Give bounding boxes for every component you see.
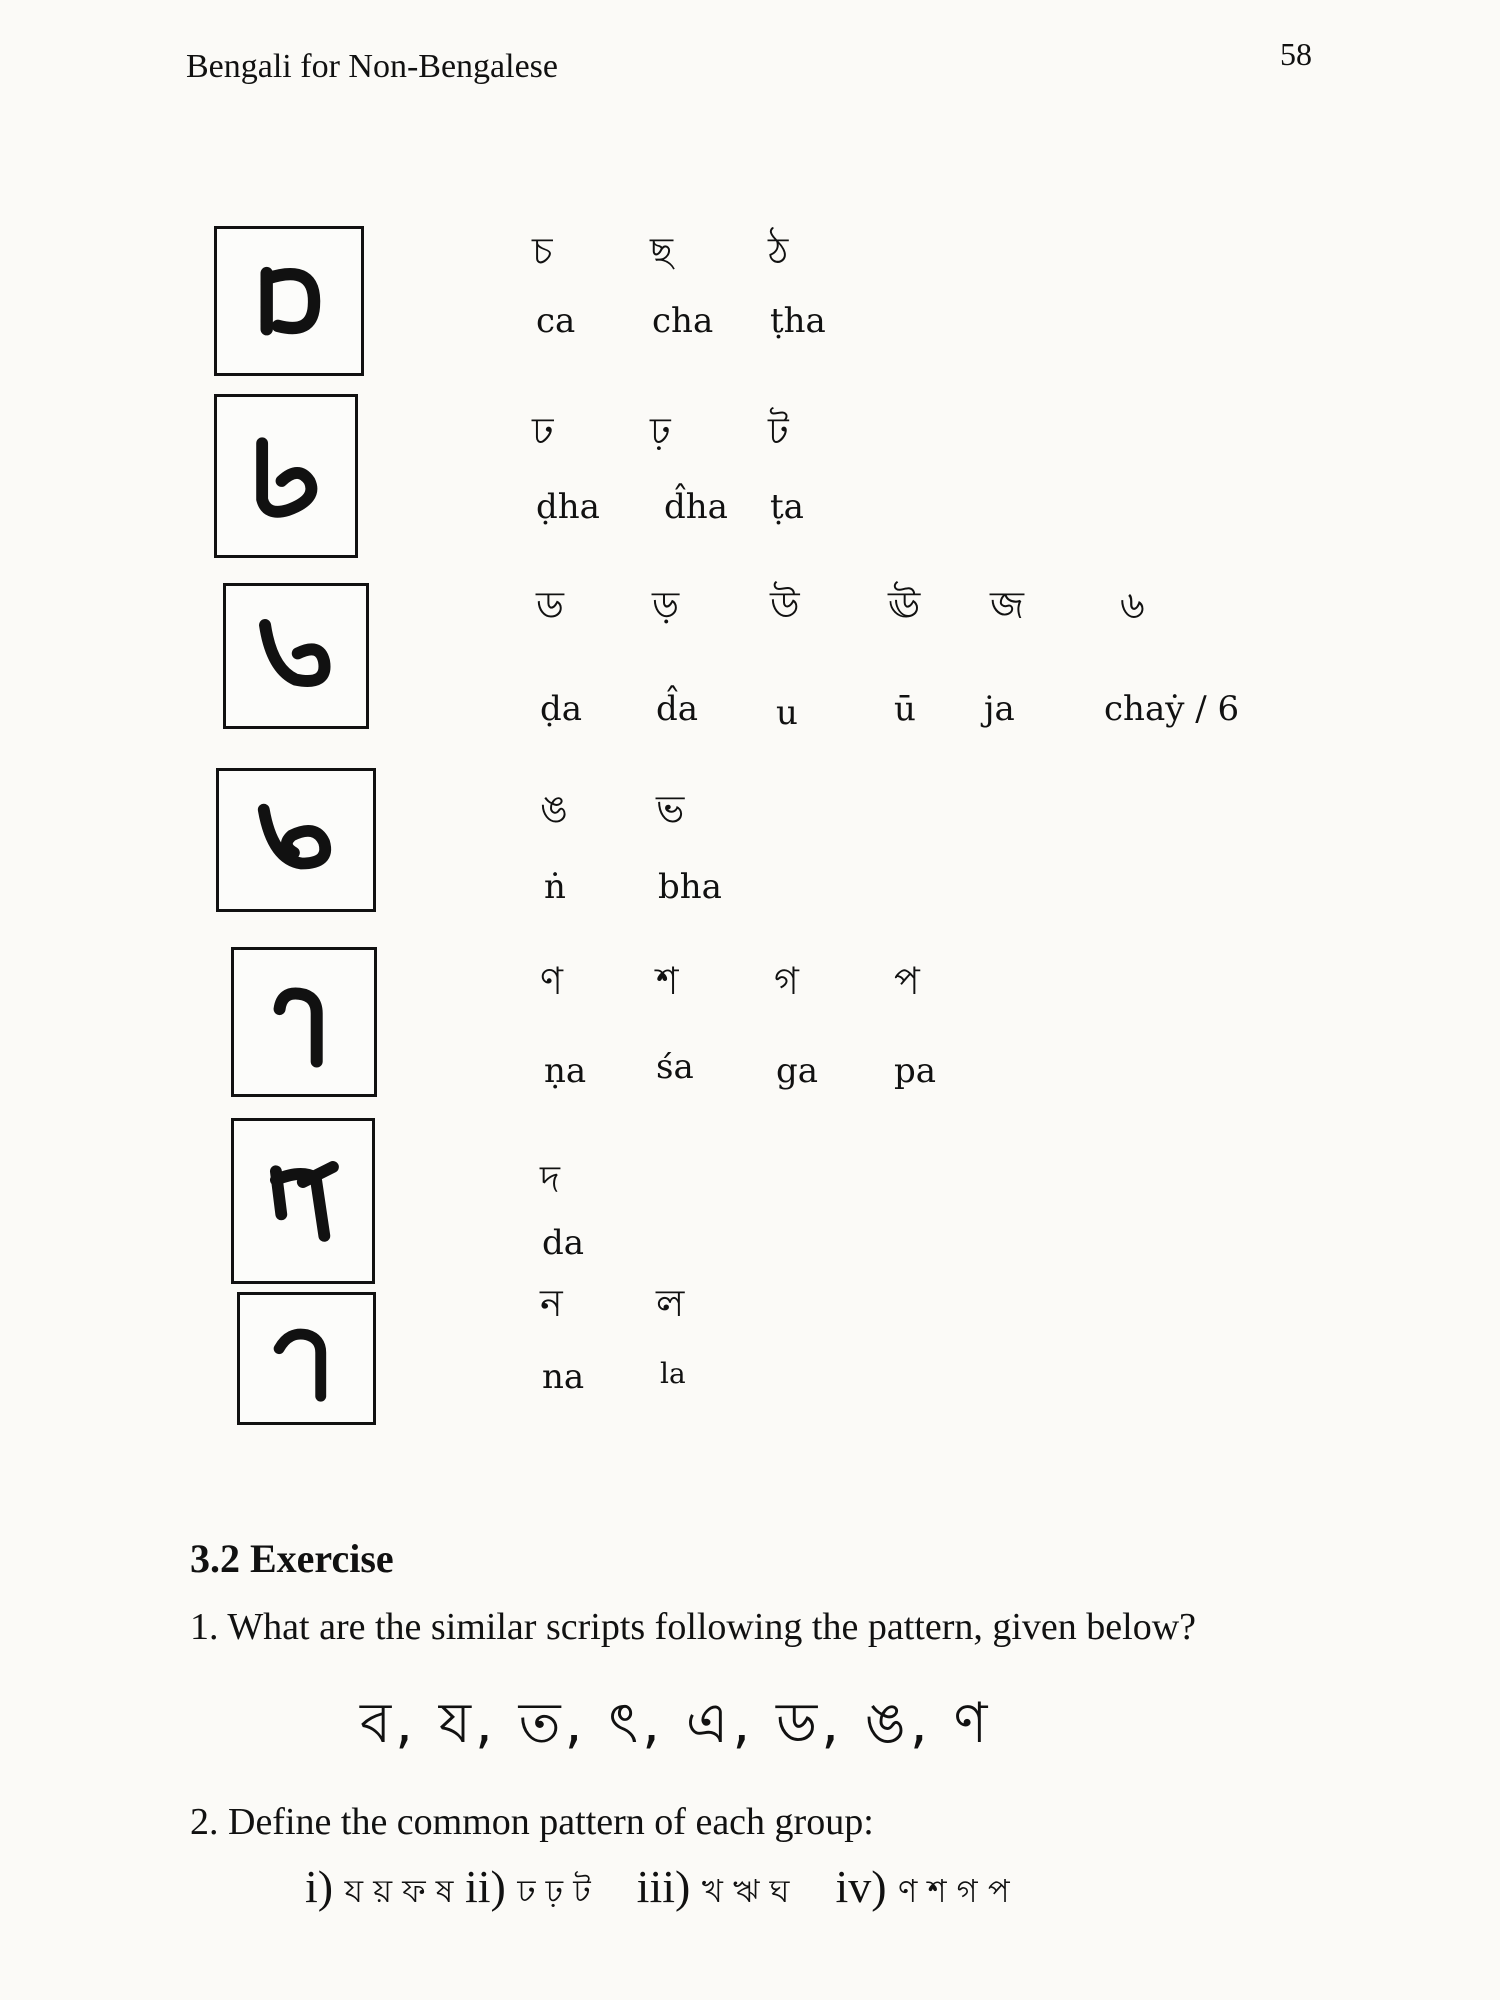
letter-glyph: ৬ [1120,583,1145,627]
letter-glyph: প [894,959,920,1003]
transliteration: pa [894,1051,937,1091]
letter-glyph: ঙ [540,787,568,831]
transliteration: d̂ha [664,487,728,527]
letter-glyph: গ [774,959,799,1003]
running-header-title: Bengali for Non-Bengalese [186,48,558,85]
pattern-box-2 [214,394,358,558]
transliteration: ṅ [544,867,566,907]
transliteration: ṭa [770,487,804,527]
pattern-box-4 [216,768,376,912]
group-label: iv) [835,1861,887,1912]
transliteration: ga [776,1051,819,1091]
letter-glyph: ণ [540,959,563,1003]
pattern-box-5 [231,947,377,1097]
transliteration: śa [656,1047,694,1087]
letter-glyph: ল [656,1281,685,1325]
group-label: iii) [636,1861,691,1912]
letter-glyph: ড় [652,583,680,627]
bengali-pattern-ca-icon [233,245,345,357]
transliteration: ja [984,689,1015,729]
letter-glyph: ঠ [768,229,789,273]
bengali-pattern-na-icon [255,1309,359,1408]
bengali-pattern-dha-icon [232,414,340,537]
group-label: ii) [464,1861,506,1912]
exercise-pattern-glyphs: ব, য, ত, ৎ, এ, ড, ঙ, ণ [360,1691,992,1756]
letter-glyph: দ [540,1157,560,1201]
exercise-question-2: 2. Define the common pattern of each group: [190,1801,874,1843]
transliteration: da [542,1223,585,1263]
letter-glyph: ঢ় [650,409,671,453]
exercise-groups [305,1860,1010,1920]
letter-glyph: ভ [656,787,685,831]
group-glyphs: ঢ ঢ় ট [517,1872,591,1910]
bengali-pattern-dda-icon [249,1139,357,1264]
letter-glyph: ট [768,409,789,453]
bengali-pattern-bha-icon [236,786,356,894]
transliteration: bha [658,867,722,907]
letter-glyph: ঊ [888,583,921,627]
bengali-pattern-ga-icon [249,966,358,1078]
pattern-box-1 [214,226,364,376]
bengali-pattern-da-icon [241,601,350,710]
pattern-box-6 [231,1118,375,1284]
letter-glyph: ন [540,1281,563,1325]
transliteration: ḍha [536,487,600,527]
letter-glyph: চ [532,229,553,273]
transliteration: ṭha [770,301,826,341]
group-glyphs: য য় ফ ষ [344,1872,454,1910]
transliteration: cha [652,301,714,341]
page-number: 58 [1280,36,1312,72]
transliteration: la [660,1357,686,1390]
letter-glyph: শ [656,959,679,1003]
transliteration: d̂a [656,689,699,729]
pattern-box-3 [223,583,369,729]
group-glyphs: খ ঋ ঘ [701,1872,790,1910]
transliteration: na [542,1357,585,1397]
letter-glyph: ছ [650,229,674,273]
exercise-question-1: 1. What are the similar scripts following the pattern, given below? [190,1606,1197,1648]
transliteration: u [776,693,798,733]
group-label: i) [305,1861,334,1912]
letter-glyph: ঢ [532,409,554,453]
letter-glyph: উ [770,583,800,627]
transliteration: chaẏ / 6 [1104,689,1240,729]
letter-glyph: ড [536,583,564,627]
letter-glyph: জ [990,583,1024,627]
pattern-box-7 [237,1292,376,1425]
transliteration: ū [894,689,916,729]
transliteration: ḍa [540,689,583,729]
transliteration: ṇa [544,1051,587,1091]
exercise-title: 3.2 Exercise [190,1536,394,1581]
transliteration: ca [536,301,576,341]
group-glyphs: ণ শ গ প [898,1872,1010,1910]
